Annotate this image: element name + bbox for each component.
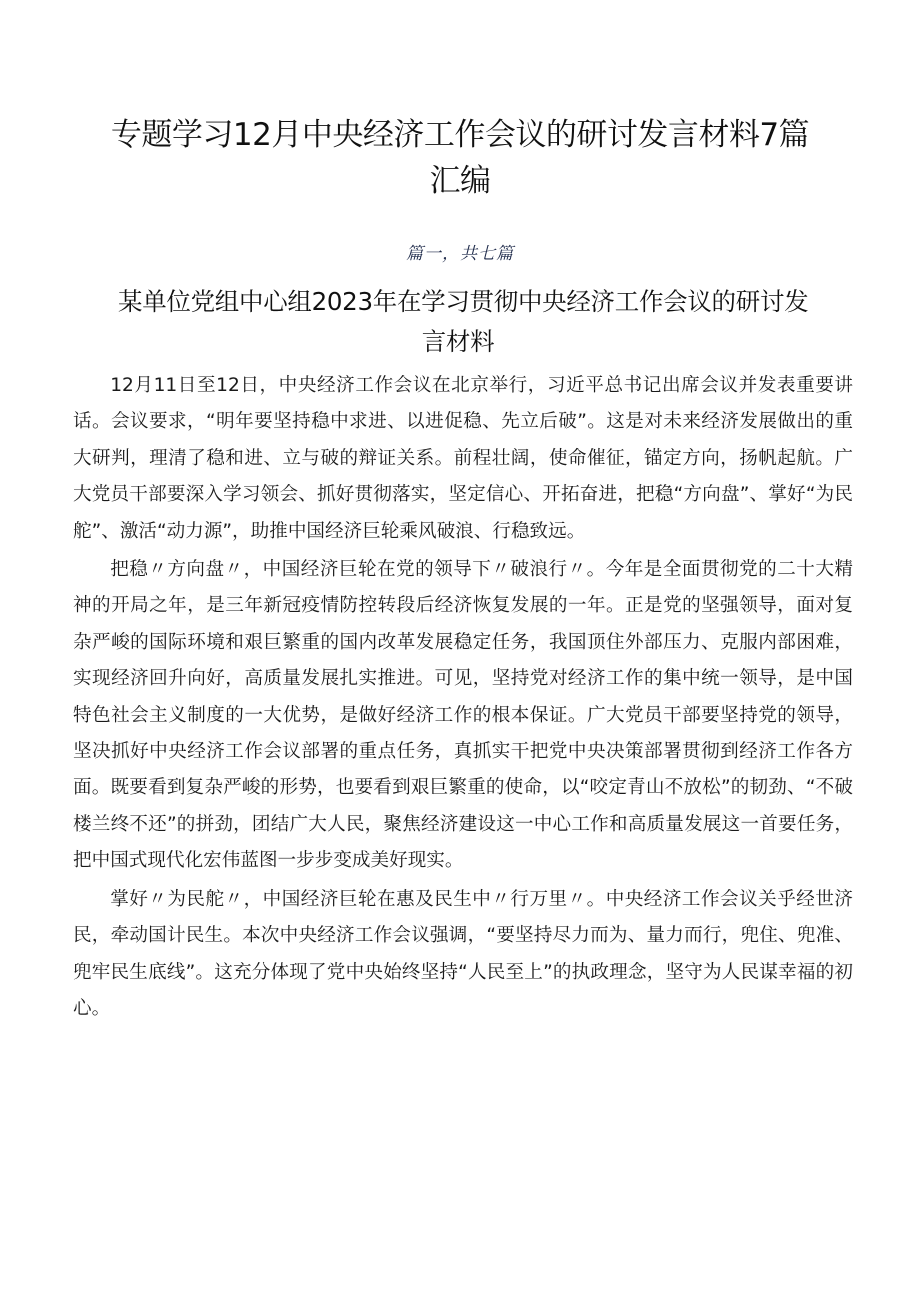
document-title: 专题学习12月中央经济工作会议的研讨发言材料7篇汇编 <box>110 117 810 199</box>
article-title <box>118 282 858 362</box>
paragraph-1: 12月11日至12日，中央经济工作会议在北京举行，习近平总书记出席会议并发表重要讲话。会议要求，“明年要坚持稳中求进、以进促稳、先立后破”。这是对未来经济发展做出的重大研判，理清了稳和进、立与破的辩证关系。前程壮阔，使命催征，锚定方向，扬帆起航。广大党员干部要深入学习领会、抓好贯彻落实，坚定信心、开拓奋进，把稳“方向盘”、掌好“为民舵”、激活“动力源”，助推中国经济巨轮乘风破浪、行稳致远。 <box>73 375 853 542</box>
article-title-line-2: 言材料 <box>421 327 495 356</box>
section-label: 篇一，共七篇 <box>406 244 514 264</box>
article-title-line-1: 某单位党组中心组2023年在学习贯彻中央经济工作会议的研讨发 <box>118 287 809 316</box>
paragraph-2: 把稳〃方向盘〃，中国经济巨轮在党的领导下〃破浪行〃。今年是全面贯彻党的二十大精神的开局之年，是三年新冠疫情防控转段后经济恢复发展的一年。正是党的坚强领导，面对复杂严峻的国际环境和艰巨繁重的国内改革发展稳定任务，我国顶住外部压力、克服内部困难，实现经济回升向好，高质量发展扎实推进。可见，坚持党对经济工作的集中统一领导，是中国特色社会主义制度的一大优势，是做好经济工作的根本保证。广大党员干部要坚持党的领导，坚决抓好中央经济工作会议部署的重点任务，真抓实干把党中央决策部署贯彻到经济工作各方面。既要看到复杂严峻的形势，也要看到艰巨繁重的使命，以“咬定青山不放松”的韧劲、“不破楼兰终不还”的拼劲，团结广大人民，聚焦经济建设这一中心工作和高质量发展这一首要任务，把中国式现代化宏伟蓝图一步步变成美好现实。 <box>73 559 853 872</box>
article-body <box>73 368 853 1029</box>
paragraph-3: 掌好〃为民舵〃，中国经济巨轮在惠及民生中〃行万里〃。中央经济工作会议关乎经世济民，牵动国计民生。本次中央经济工作会议强调，“要坚持尽力而为、量力而行，兜住、兜准、兜牢民生底线”。这充分体现了党中央始终坚持“人民至上”的执政理念，坚守为人民谋幸福的初心。 <box>73 888 853 1019</box>
